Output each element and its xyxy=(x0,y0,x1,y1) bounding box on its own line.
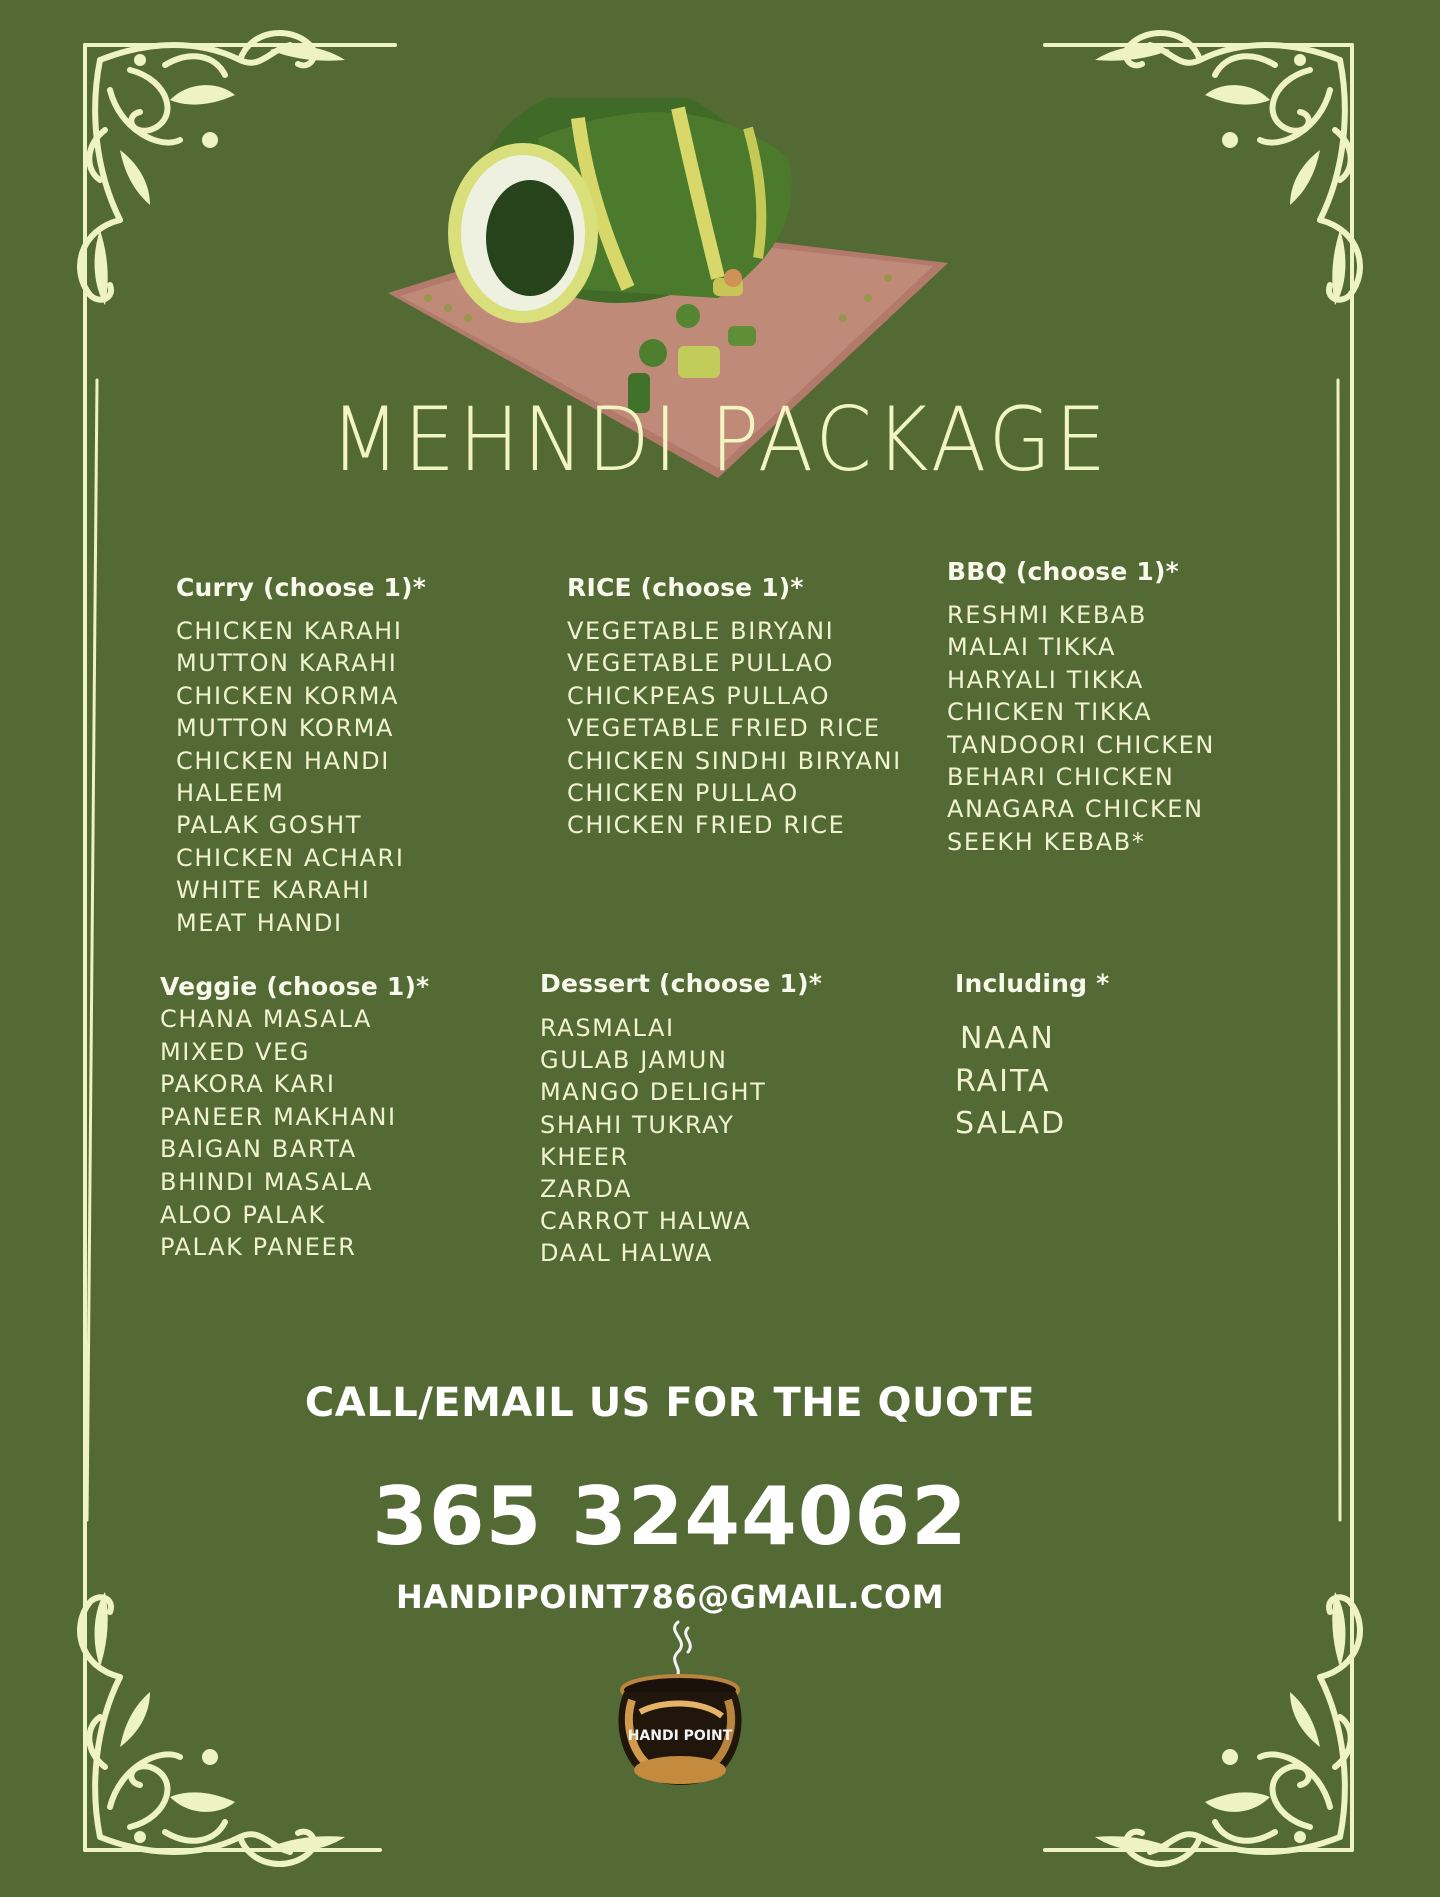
veggie-list xyxy=(160,1003,429,1264)
menu-item: CHICKEN KARAHI xyxy=(176,617,403,645)
bbq-section xyxy=(947,557,1215,858)
menu-item: SALAD xyxy=(955,1106,1067,1141)
menu-item: WHITE KARAHI xyxy=(176,876,371,905)
email-address[interactable]: HANDIPOINT786@GMAIL.COM xyxy=(395,1578,945,1616)
phone-number[interactable]: 365 3244062 xyxy=(372,1470,968,1563)
menu-item: ALOO PALAK xyxy=(160,1200,326,1229)
menu-item: SEEKH KEBAB* xyxy=(947,827,1146,856)
menu-item: VEGETABLE PULLAO xyxy=(567,649,835,678)
menu-item: TANDOORI CHICKEN xyxy=(947,730,1215,759)
menu-item: HALEEM xyxy=(176,779,285,808)
menu-item: CHICKEN SINDHI BIRYANI xyxy=(567,746,902,775)
menu-item: PALAK PANEER xyxy=(160,1233,357,1262)
menu-item: BAIGAN BARTA xyxy=(160,1135,357,1164)
menu-item: SHAHI TUKRAY xyxy=(540,1110,735,1139)
menu-item: MUTTON KARAHI xyxy=(176,649,398,678)
menu-item: CHICKEN PULLAO xyxy=(567,779,799,808)
menu-item: CHANA MASALA xyxy=(160,1005,372,1033)
menu-item: CHICKEN TIKKA xyxy=(947,698,1153,727)
menu-item: MUTTON KORMA xyxy=(176,714,394,743)
menu-item: KHEER xyxy=(540,1142,629,1171)
menu-item: RASMALAI xyxy=(540,1014,675,1042)
menu-item: BHINDI MASALA xyxy=(160,1167,374,1196)
veggie-section xyxy=(160,972,429,1264)
menu-item: PANEER MAKHANI xyxy=(160,1102,397,1131)
curry-heading: Curry (choose 1)* xyxy=(176,573,427,602)
menu-item: PALAK GOSHT xyxy=(176,811,363,840)
curry-section xyxy=(176,573,426,939)
menu-item: BEHARI CHICKEN xyxy=(947,763,1175,792)
menu-item: CHICKPEAS PULLAO xyxy=(567,681,831,710)
menu-item: MIXED VEG xyxy=(160,1037,311,1066)
menu-item: CHICKEN HANDI xyxy=(176,746,390,775)
menu-item: RAITA xyxy=(955,1063,1051,1099)
menu-item: PAKORA KARI xyxy=(160,1070,336,1099)
including-list xyxy=(955,1018,1109,1146)
page-title: MEHNDI PACKAGE xyxy=(330,388,1110,491)
including-heading: Including * xyxy=(955,969,1110,998)
menu-item: CHICKEN KORMA xyxy=(176,681,400,710)
bbq-list xyxy=(947,599,1215,858)
menu-item: VEGETABLE FRIED RICE xyxy=(567,714,881,743)
menu-item: DAAL HALWA xyxy=(540,1239,714,1268)
dessert-list xyxy=(540,1012,822,1270)
quote-call-to-action: CALL/EMAIL US FOR THE QUOTE xyxy=(304,1380,1036,1426)
rice-heading: RICE (choose 1)* xyxy=(567,573,804,602)
menu-item: CHICKEN FRIED RICE xyxy=(567,811,846,840)
menu-item: ZARDA xyxy=(540,1175,633,1204)
dessert-section xyxy=(540,969,822,1270)
handi-pot-icon xyxy=(602,1620,758,1790)
veggie-heading: Veggie (choose 1)* xyxy=(160,972,430,1001)
menu-item: CARROT HALWA xyxy=(540,1207,752,1236)
menu-item: RESHMI KEBAB xyxy=(947,601,1147,629)
rice-section xyxy=(567,573,902,842)
curry-list xyxy=(176,615,426,939)
dessert-heading: Dessert (choose 1)* xyxy=(540,969,823,998)
menu-item: MALAI TIKKA xyxy=(947,633,1116,662)
menu-item: NAAN xyxy=(960,1021,1055,1056)
menu-item: MANGO DELIGHT xyxy=(540,1078,767,1107)
menu-item: VEGETABLE BIRYANI xyxy=(567,617,835,645)
menu-item: HARYALI TIKKA xyxy=(947,665,1144,694)
logo-text: HANDI POINT xyxy=(627,1728,733,1744)
menu-item: ANAGARA CHICKEN xyxy=(947,795,1204,824)
menu-item: MEAT HANDI xyxy=(176,908,343,937)
menu-item: CHICKEN ACHARI xyxy=(176,843,405,872)
menu-item: GULAB JAMUN xyxy=(540,1046,728,1075)
bbq-heading: BBQ (choose 1)* xyxy=(947,557,1179,586)
including-section xyxy=(955,969,1109,1146)
rice-list xyxy=(567,615,902,842)
